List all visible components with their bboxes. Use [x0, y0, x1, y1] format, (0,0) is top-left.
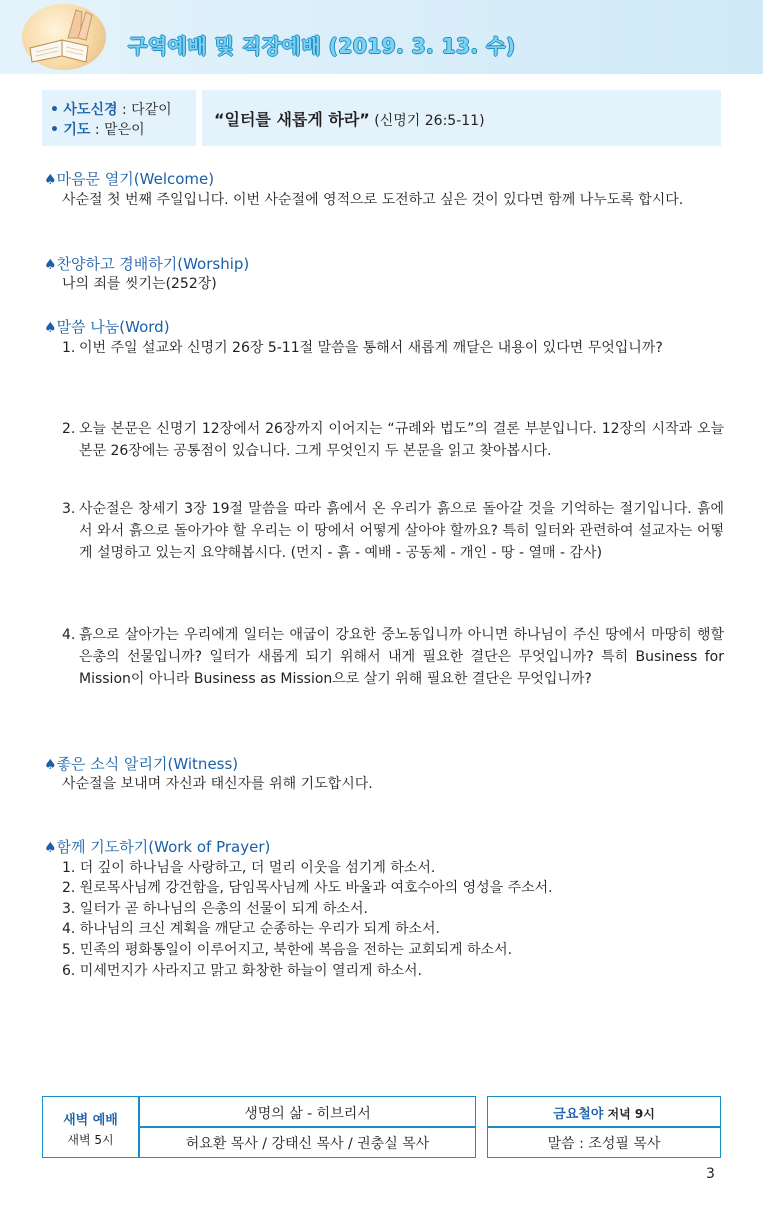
prayer-item-2: 2. 원로목사님께 강건함을, 담임목사님께 사도 바울과 여호수아의 영성을 주소서. — [62, 880, 553, 896]
witness-text: 사순절을 보내며 자신과 태신자를 위해 기도합시다. — [62, 776, 373, 792]
spade-icon: ♠ — [44, 840, 57, 856]
dawn-service-time: 새벽 5시 — [67, 1133, 114, 1147]
word-question-3 — [62, 498, 724, 564]
prayer-item-5: 5. 민족의 평화통일이 이루어지고, 북한에 복음을 전하는 교회되게 하소서. — [62, 942, 513, 958]
bible-prayer-logo — [22, 4, 106, 70]
section-title-word — [44, 316, 170, 337]
section-title-text: 찬양하고 경배하기(Worship) — [56, 255, 250, 273]
sermon-line — [214, 107, 485, 130]
bible-icon — [22, 4, 106, 70]
header-title: 구역예배 및 직장예배 (2019. 3. 13. 수) — [128, 34, 516, 58]
divider — [138, 1126, 476, 1128]
spade-icon: ♠ — [44, 320, 57, 336]
word-question-1 — [62, 337, 724, 359]
welcome-text: 사순절 첫 번째 주일입니다. 이번 사순절에 영적으로 도전하고 싶은 것이 있다면 함께 나누도록 합시다. — [62, 192, 684, 208]
prayer-line — [50, 119, 145, 139]
section-title-text: 함께 기도하기(Work of Prayer) — [56, 838, 271, 856]
prayer-item-6: 6. 미세먼지가 사라지고 맑고 화창한 하늘이 열리게 하소서. — [62, 963, 423, 979]
item-number: 3. — [62, 501, 76, 517]
item-number: 4. — [62, 627, 76, 643]
creed-line — [50, 99, 172, 119]
header-banner — [0, 0, 763, 74]
friday-service-heading — [488, 1103, 720, 1122]
friday-service-box — [487, 1096, 721, 1158]
item-text: 오늘 본문은 신명기 12장에서 26장까지 이어지는 “규례와 법도”의 결론 부분입니다. 12장의 시작과 오늘 본문 26장에는 공통점이 있습니다. 그게 무엇인지 두 본문을 읽고 찾아봅시다. — [79, 421, 724, 459]
divider — [488, 1126, 720, 1128]
prayer-item-4: 4. 하나님의 크신 계획을 깨닫고 순종하는 우리가 되게 하소서. — [62, 921, 440, 937]
worship-text: 나의 죄를 씻기는(252장) — [62, 276, 217, 292]
creed-label: 사도신경 — [63, 102, 118, 118]
section-title-worship — [44, 253, 249, 274]
dawn-series: 생명의 삶 - 히브리서 — [244, 1106, 371, 1122]
friday-speaker: 말씀 : 조성필 목사 — [547, 1136, 661, 1152]
dawn-pastors: 허요환 목사 / 강태신 목사 / 권충실 목사 — [185, 1136, 430, 1152]
dawn-service-label: 새벽 예배 — [63, 1113, 118, 1128]
page-number: 3 — [706, 1166, 715, 1182]
item-text: 이번 주일 설교와 신명기 26장 5-11절 말씀을 통해서 새롭게 깨달은 내용이 있다면 무엇입니까? — [79, 340, 663, 356]
sermon-box — [202, 90, 721, 146]
section-title-text: 좋은 소식 알리기(Witness) — [56, 755, 239, 773]
section-title-welcome — [44, 168, 214, 189]
dawn-service-box — [42, 1096, 476, 1158]
prayer-label: 기도 — [63, 122, 91, 138]
spade-icon: ♠ — [44, 172, 57, 188]
bullet: • — [50, 122, 59, 138]
sermon-title: “일터를 새롭게 하라” — [214, 110, 370, 129]
section-title-text: 말씀 나눔(Word) — [56, 318, 170, 336]
section-title-prayer — [44, 836, 270, 857]
word-question-2 — [62, 418, 724, 462]
creed-value: : 다같이 — [117, 102, 172, 118]
bullet: • — [50, 102, 59, 118]
section-title-text: 마음문 열기(Welcome) — [56, 170, 215, 188]
item-number: 2. — [62, 421, 76, 437]
spade-icon: ♠ — [44, 757, 57, 773]
word-question-4 — [62, 624, 724, 690]
spade-icon: ♠ — [44, 257, 57, 273]
prayer-item-1: 1. 더 깊이 하나님을 사랑하고, 더 멀리 이웃을 섬기게 하소서. — [62, 860, 436, 876]
prayer-item-3: 3. 일터가 곧 하나님의 은총의 선물이 되게 하소서. — [62, 901, 368, 917]
item-number: 1. — [62, 340, 76, 356]
friday-service-time: 저녁 9시 — [603, 1107, 655, 1121]
item-text: 사순절은 창세기 3장 19절 말씀을 따라 흙에서 온 우리가 흙으로 돌아갈 것을 기억하는 절기입니다. 흙에서 와서 흙으로 돌아가야 할 우리는 이 땅에서 어떻게 살아야 할까요? 특히 일터와 관련하여 설교자는 어떻게 설명하고 있는지 요약해봅시다. (먼지 - 흙 - 예배 - 공동체 - 개인 - 땅 - 열매 - 감사) — [79, 501, 724, 561]
sermon-reference: (신명기 26:5-11) — [369, 113, 485, 129]
friday-service-label: 금요철야 — [553, 1107, 604, 1122]
item-text: 흙으로 살아가는 우리에게 일터는 애굽이 강요한 중노동입니까 아니면 하나님이 주신 땅에서 마땅히 행할 은총의 선물입니까? 일터가 새롭게 되기 위해서 내게 필요한 결단은 무엇입니까? 특히 Business for Mission이 아니라 Business as Mission으로 살기 위해 필요한 결단은 무엇입니까? — [79, 627, 724, 687]
prayer-value: : 맡은이 — [90, 122, 145, 138]
section-title-witness — [44, 753, 238, 774]
order-of-service-box — [42, 90, 196, 146]
